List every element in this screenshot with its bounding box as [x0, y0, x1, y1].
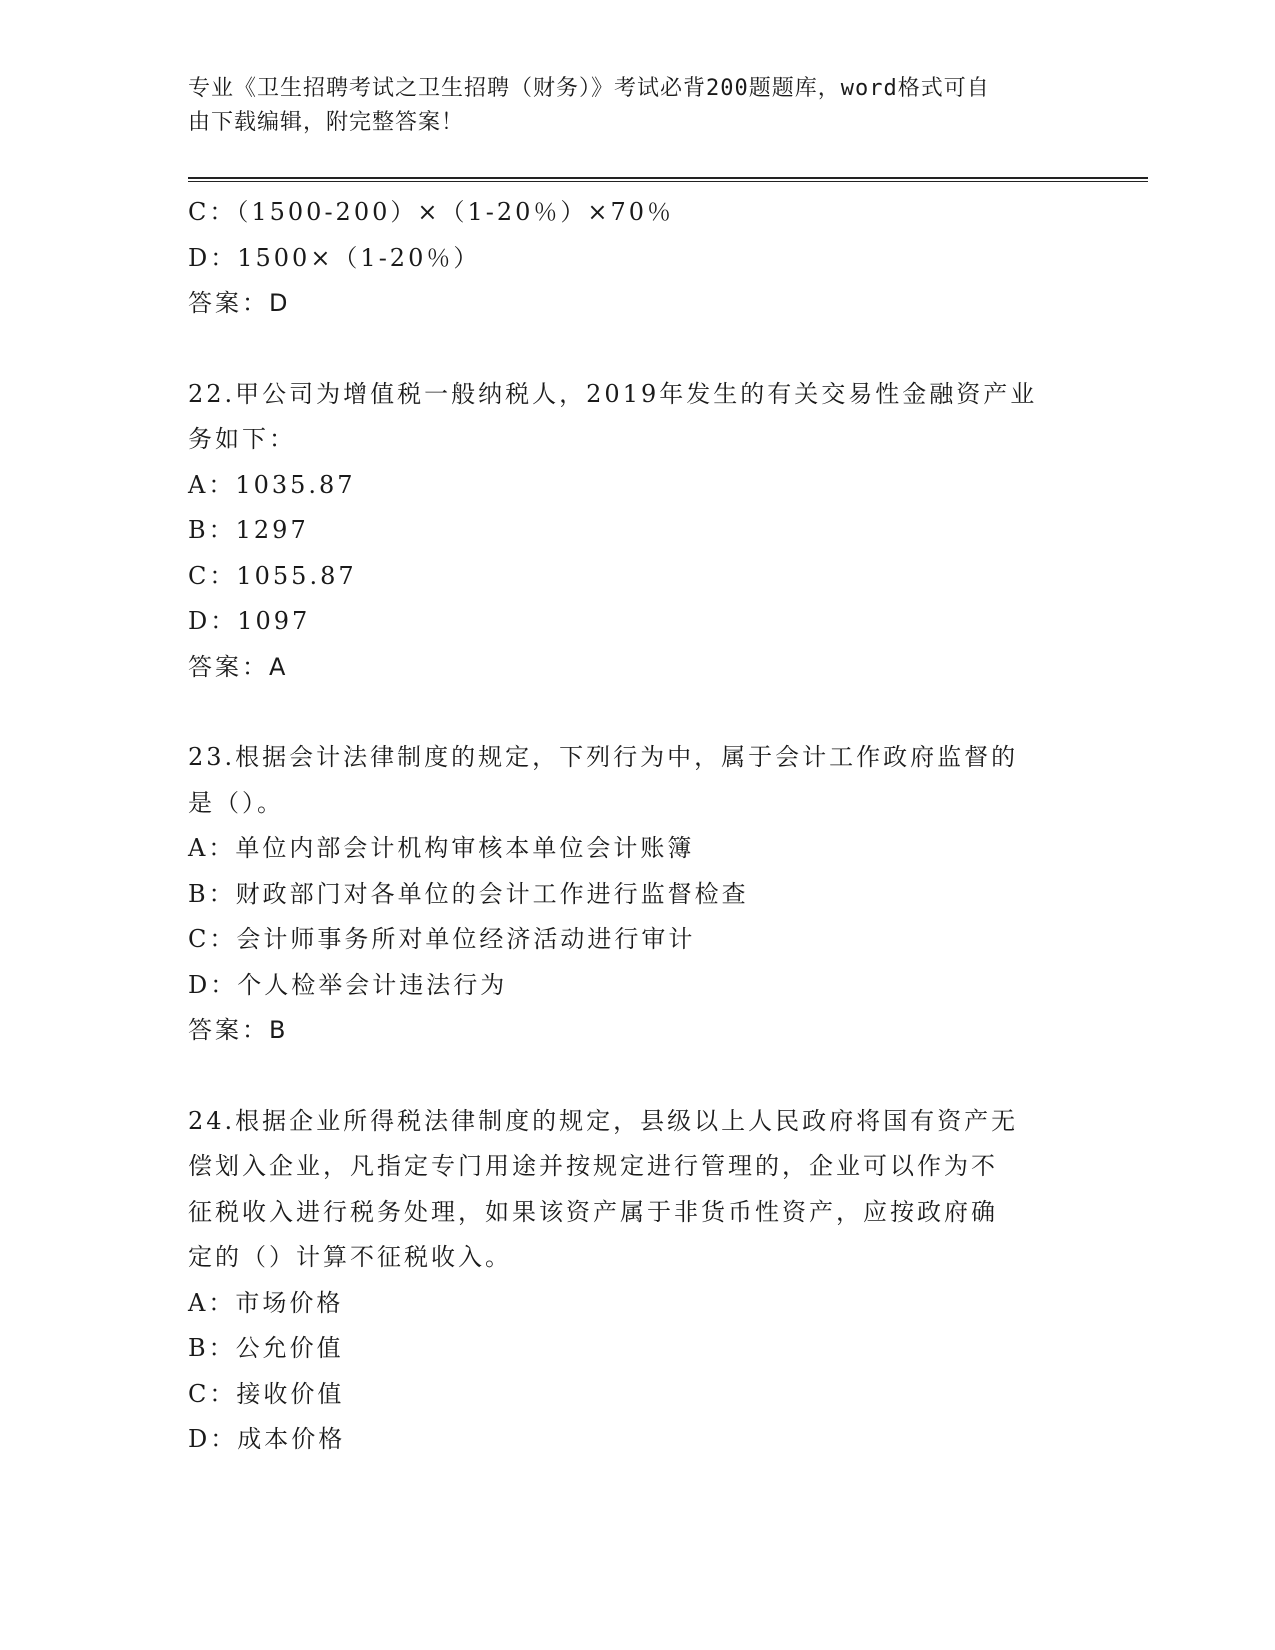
question-text-line: 定的（）计算不征税收入。 — [188, 1243, 512, 1271]
question-text-line: 是（）。 — [188, 788, 284, 817]
answer-line: 答案：D — [188, 289, 291, 317]
question-text-line: 征税收入进行税务处理，如果该资产属于非货币性资产，应按政府确 — [188, 1197, 998, 1226]
question-gap — [188, 690, 1088, 735]
question-24 — [188, 1099, 1088, 1463]
header-line-1: 专业《卫生招聘考试之卫生招聘（财务）》考试必背200题题库，word格式可自 — [188, 76, 990, 101]
question-22 — [188, 372, 1088, 691]
option-c: C：1055.87 — [188, 561, 357, 590]
question-21-tail — [188, 190, 1088, 327]
option-d: D：1500×（1-20％） — [188, 243, 481, 272]
option-a: A：1035.87 — [188, 470, 356, 499]
header-divider-thin — [188, 181, 1148, 182]
option-d: D：成本价格 — [188, 1425, 346, 1453]
option-c: C：（1500-200）×（1-20％）×70％ — [188, 198, 675, 226]
header-divider — [188, 177, 1148, 179]
answer-line: 答案：A — [188, 652, 289, 681]
option-d: D：个人检举会计违法行为 — [188, 970, 508, 999]
question-text-line: 23.根据会计法律制度的规定，下列行为中，属于会计工作政府监督的 — [188, 743, 1019, 771]
question-text-line: 务如下： — [188, 425, 296, 453]
option-b: B：1297 — [188, 516, 309, 544]
question-text-line: 22.甲公司为增值税一般纳税人，2019年发生的有关交易性金融资产业 — [188, 379, 1038, 408]
option-a: A：单位内部会计机构审核本单位会计账簿 — [188, 834, 695, 862]
option-a: A：市场价格 — [188, 1288, 344, 1317]
question-text-line: 24.根据企业所得税法律制度的规定，县级以上人民政府将国有资产无 — [188, 1106, 1019, 1135]
option-c: C：会计师事务所对单位经济活动进行审计 — [188, 925, 696, 953]
option-b: B：财政部门对各单位的会计工作进行监督检查 — [188, 879, 749, 908]
question-gap — [188, 1054, 1088, 1099]
option-d: D：1097 — [188, 607, 311, 635]
header-line-2: 由下载编辑，附完整答案！ — [188, 110, 465, 135]
document-body — [188, 190, 1088, 1463]
document-header — [188, 72, 1088, 140]
question-text-line: 偿划入企业，凡指定专门用途并按规定进行管理的，企业可以作为不 — [188, 1152, 998, 1180]
option-b: B：公允价值 — [188, 1334, 344, 1362]
answer-line: 答案：B — [188, 1016, 289, 1044]
question-gap — [188, 327, 1088, 372]
option-c: C：接收价值 — [188, 1379, 345, 1408]
question-23 — [188, 735, 1088, 1054]
